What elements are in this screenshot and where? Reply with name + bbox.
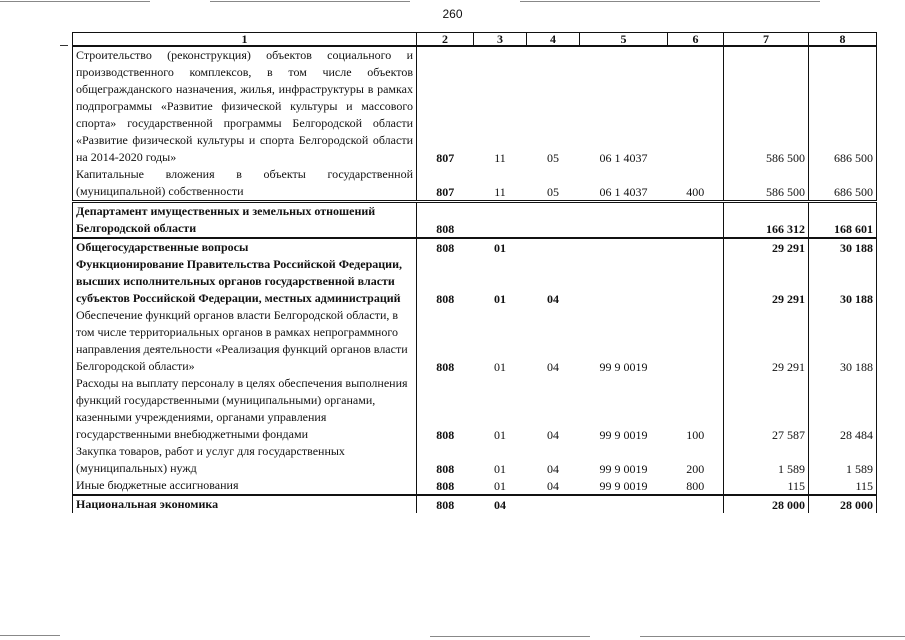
cell-rz: 01 <box>494 292 506 306</box>
row-name: Департамент имущественных и земельных отношений Белгородской области <box>73 202 417 239</box>
cell-ved: 808 <box>417 202 474 239</box>
cell-pr: 04 <box>547 360 559 374</box>
cell-pr: 05 <box>547 151 559 165</box>
cell-sum1: 29 291 <box>724 238 809 256</box>
scan-edge-line <box>640 636 905 637</box>
cell-rz: 04 <box>474 495 527 513</box>
cell-vr: 400 <box>686 185 705 199</box>
column-header: 1 <box>73 33 417 47</box>
cell-sum2: 686 500 <box>809 46 877 166</box>
column-header: 7 <box>724 33 809 47</box>
cell-pr <box>527 238 580 256</box>
cell-csr: 99 9 0019 <box>599 360 648 374</box>
column-header: 5 <box>580 33 668 47</box>
cell-rz <box>474 202 527 239</box>
scan-edge-line <box>210 1 410 2</box>
row-name: Национальная экономика <box>73 495 417 513</box>
table-row <box>73 238 877 256</box>
column-header: 4 <box>527 33 580 47</box>
cell-sum2: 686 500 <box>809 166 877 202</box>
table-row <box>73 477 877 495</box>
row-name: Расходы на выплату персоналу в целях обеспечения выполнения функций государственными (муниципальными) органами, казенными учреждениями, органами управления государственными внебюджетными фондами <box>73 375 417 443</box>
cell-ved: 808 <box>436 360 455 374</box>
cell-vr <box>668 46 724 166</box>
cell-pr <box>527 202 580 239</box>
cell-sum2: 115 <box>809 477 877 495</box>
cell-sum2: 30 188 <box>809 256 877 307</box>
cell-csr <box>580 495 668 513</box>
cell-pr: 05 <box>547 185 559 199</box>
budget-table <box>72 32 877 513</box>
column-header: 2 <box>417 33 474 47</box>
row-name: Обеспечение функций органов власти Белгородской области, в том числе территориальных органов в рамках непрограммного направления деятельности «Реализация функций органов власти Белгородской области» <box>73 307 417 375</box>
table-row <box>73 166 877 202</box>
cell-sum2: 168 601 <box>809 202 877 239</box>
cell-pr: 04 <box>547 462 559 476</box>
cell-pr <box>527 495 580 513</box>
cell-sum1: 29 291 <box>724 256 809 307</box>
cell-csr: 99 9 0019 <box>599 428 648 442</box>
cell-csr <box>580 238 668 256</box>
row-name: Строительство (реконструкция) объектов социального и производственного комплексов, в том числе объектов общегражданского назначения, жилья, инфраструктуры в рамках подпрограммы «Развитие физической культуры и массового спорта» государственной программы Белгородской области «Развитие физической культуры и спорта Белгородской области на 2014-2020 годы» <box>73 46 417 166</box>
row-name: Иные бюджетные ассигнования <box>73 477 417 495</box>
cell-sum2: 1 589 <box>809 443 877 477</box>
cell-rz: 11 <box>494 151 506 165</box>
scan-edge-line <box>520 1 820 2</box>
cell-sum2: 28 000 <box>809 495 877 513</box>
cell-rz: 11 <box>494 185 506 199</box>
table-row <box>73 256 877 307</box>
cell-sum2: 28 484 <box>809 375 877 443</box>
cell-ved: 808 <box>436 292 455 306</box>
table-row <box>73 495 877 513</box>
cell-csr: 06 1 4037 <box>599 185 648 199</box>
cell-ved: 808 <box>417 238 474 256</box>
column-header: 3 <box>474 33 527 47</box>
row-name: Капитальные вложения в объекты государственной (муниципальной) собственности <box>73 166 417 202</box>
row-name: Общегосударственные вопросы <box>73 238 417 256</box>
page-number: 260 <box>442 7 463 21</box>
cell-csr <box>580 202 668 239</box>
cell-vr <box>668 202 724 239</box>
cell-rz: 01 <box>474 238 527 256</box>
cell-vr <box>668 238 724 256</box>
cell-ved: 807 <box>436 151 455 165</box>
cell-rz: 01 <box>494 360 506 374</box>
cell-sum1: 28 000 <box>724 495 809 513</box>
row-name: Закупка товаров, работ и услуг для государственных (муниципальных) нужд <box>73 443 417 477</box>
cell-rz: 01 <box>494 462 506 476</box>
cell-vr: 800 <box>686 479 705 493</box>
cell-pr: 04 <box>547 428 559 442</box>
cell-sum2: 30 188 <box>809 238 877 256</box>
cell-pr: 04 <box>547 479 559 493</box>
cell-rz: 01 <box>494 479 506 493</box>
scan-edge-line <box>0 635 60 636</box>
cell-sum1: 27 587 <box>724 375 809 443</box>
table-row <box>73 375 877 443</box>
cell-vr <box>668 495 724 513</box>
cell-vr <box>668 256 724 307</box>
cell-sum1: 166 312 <box>724 202 809 239</box>
column-header: 6 <box>668 33 724 47</box>
cell-ved: 808 <box>436 462 455 476</box>
cell-csr: 99 9 0019 <box>599 479 648 493</box>
table-row <box>73 443 877 477</box>
cell-ved: 808 <box>417 495 474 513</box>
cell-csr: 99 9 0019 <box>599 462 648 476</box>
table-row <box>73 46 877 166</box>
scan-edge-line <box>430 636 590 637</box>
scan-edge-line <box>0 1 150 2</box>
cell-vr <box>668 307 724 375</box>
cell-vr: 200 <box>686 462 705 476</box>
cell-csr <box>580 256 668 307</box>
cell-sum1: 29 291 <box>724 307 809 375</box>
cell-sum1: 586 500 <box>724 46 809 166</box>
column-header: 8 <box>809 33 877 47</box>
cell-vr: 100 <box>686 428 705 442</box>
cell-csr: 06 1 4037 <box>599 151 648 165</box>
cell-ved: 808 <box>436 479 455 493</box>
margin-tick <box>60 45 68 46</box>
header-row <box>73 33 877 47</box>
cell-sum1: 115 <box>724 477 809 495</box>
cell-pr: 04 <box>547 292 559 306</box>
table-row <box>73 307 877 375</box>
cell-sum2: 30 188 <box>809 307 877 375</box>
cell-sum1: 586 500 <box>724 166 809 202</box>
table-row <box>73 202 877 239</box>
row-name: Функционирование Правительства Российской Федерации, высших исполнительных органов государственной власти субъектов Российской Федерации, местных администраций <box>73 256 417 307</box>
cell-ved: 807 <box>436 185 455 199</box>
cell-rz: 01 <box>494 428 506 442</box>
cell-sum1: 1 589 <box>724 443 809 477</box>
cell-ved: 808 <box>436 428 455 442</box>
